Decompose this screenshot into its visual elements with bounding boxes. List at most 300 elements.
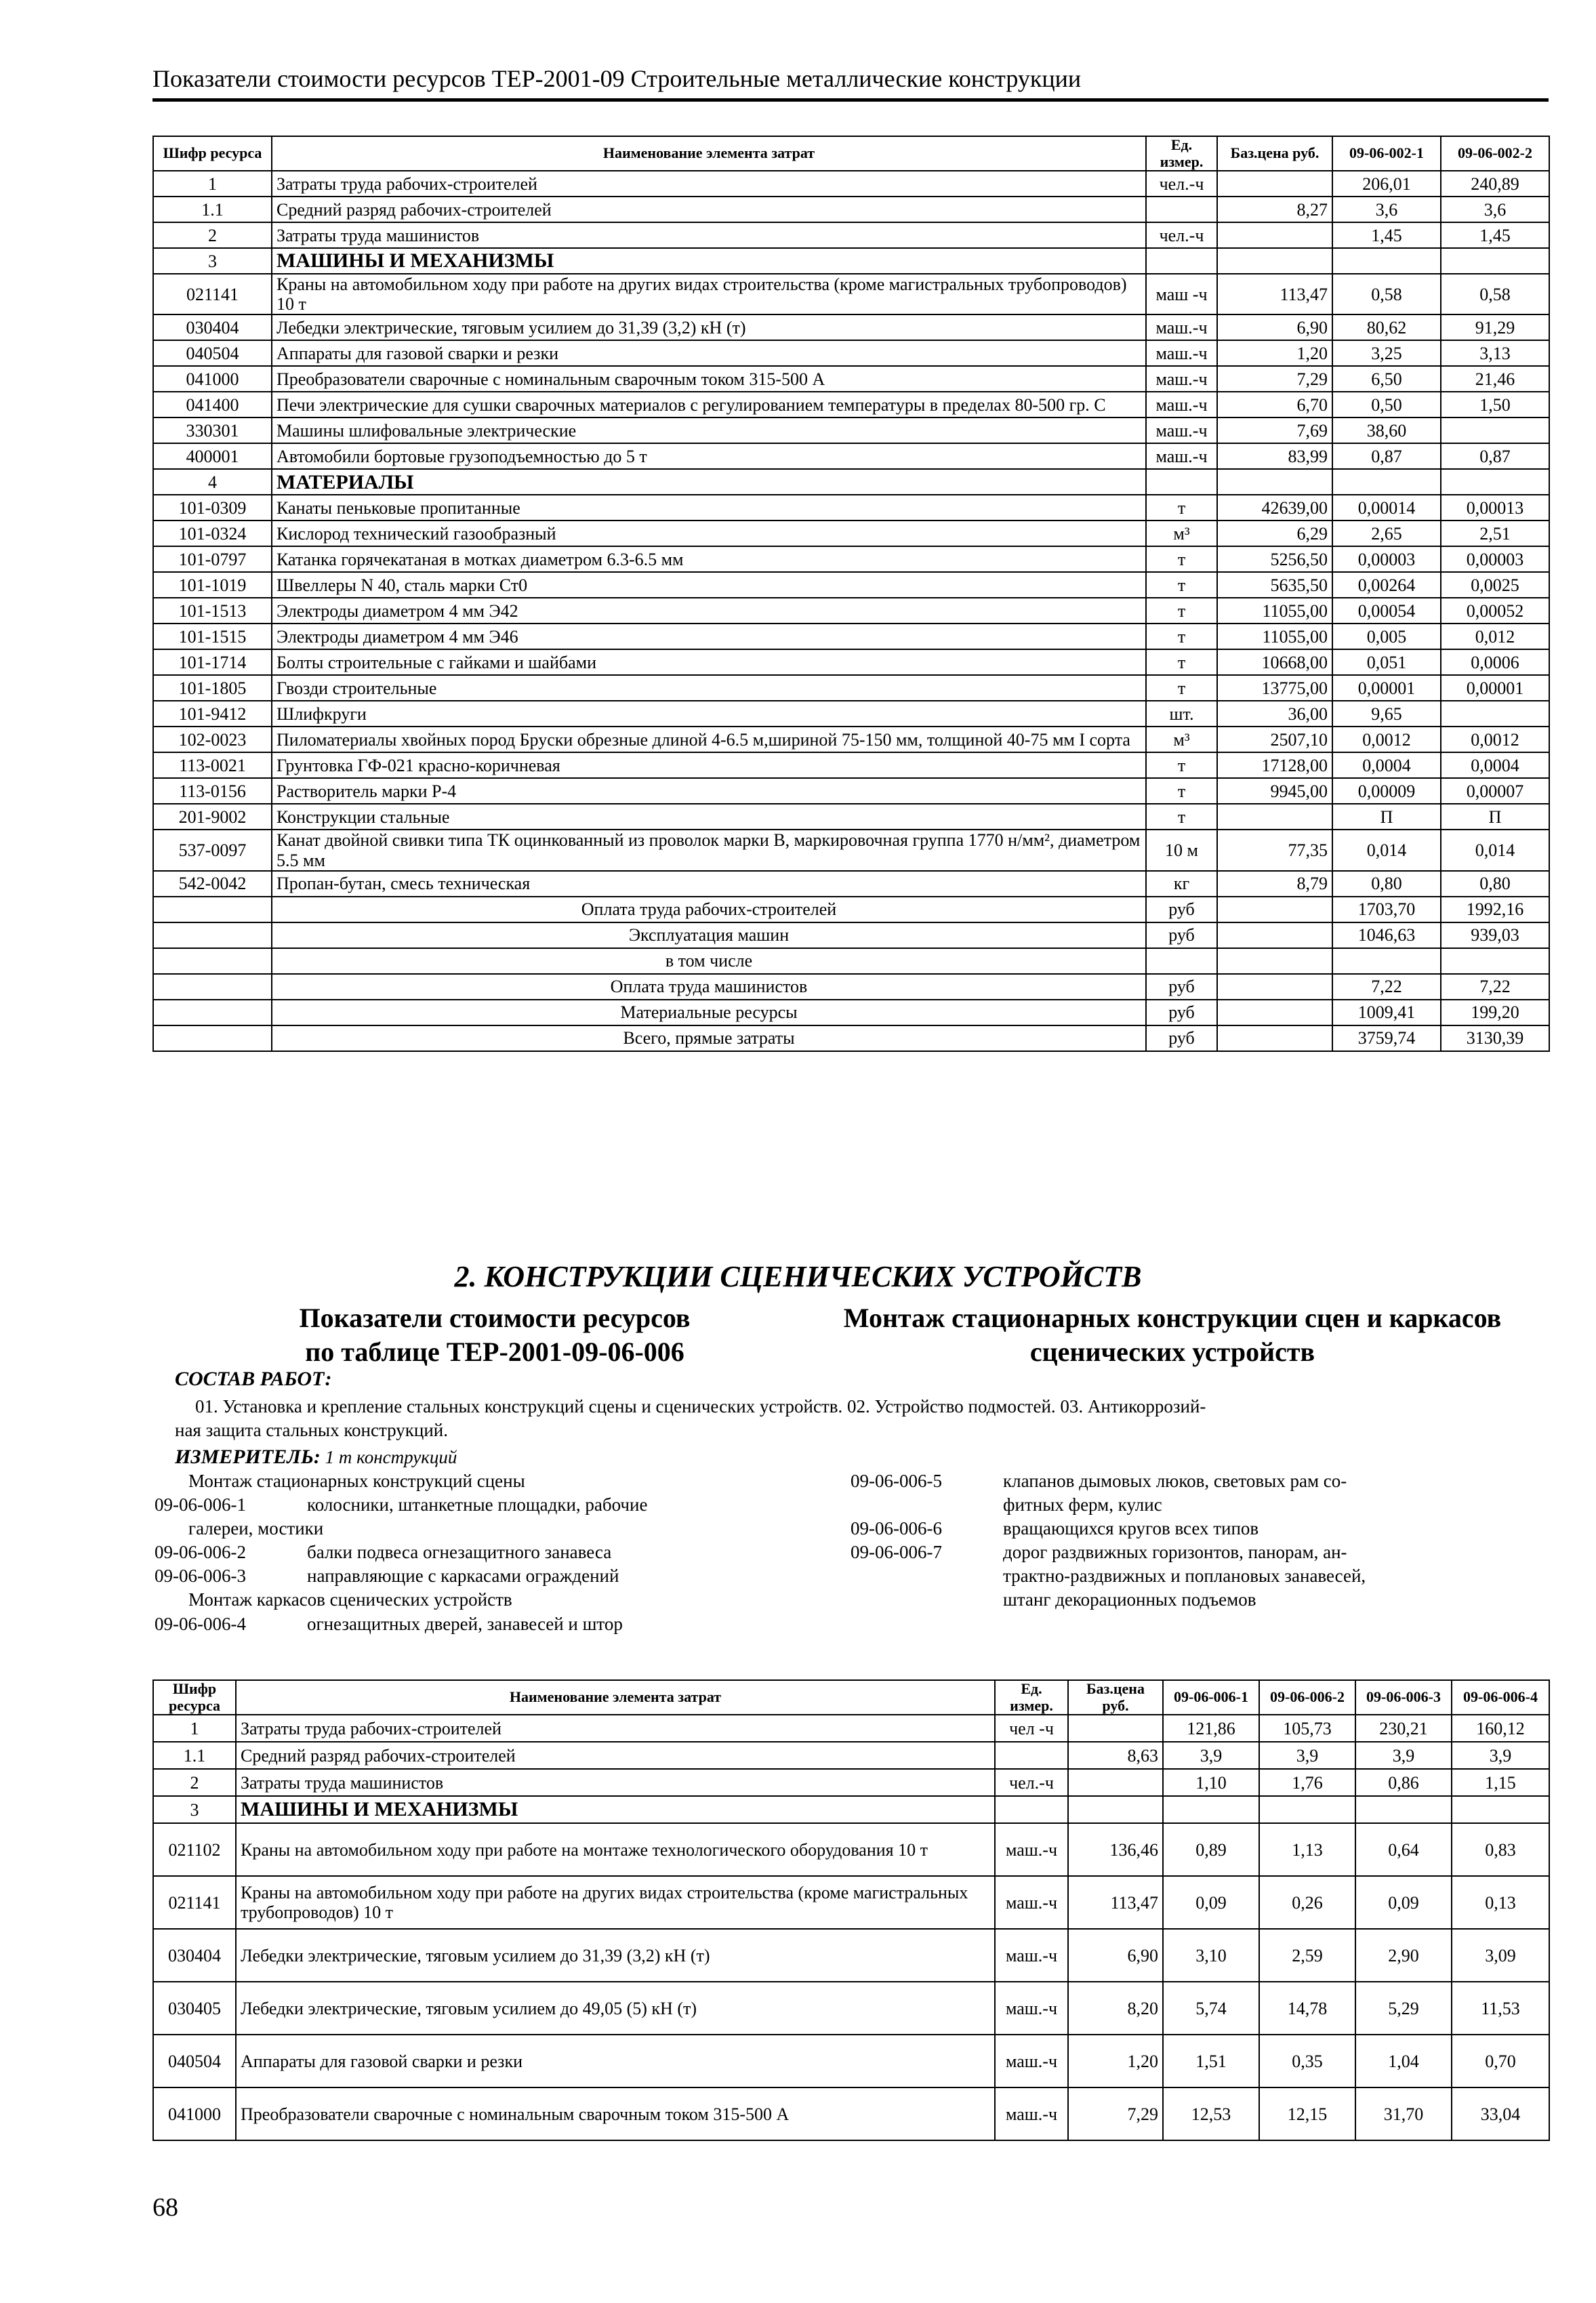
base-price: 1,20 bbox=[1068, 2035, 1163, 2087]
unit: руб bbox=[1146, 974, 1217, 1000]
base-price bbox=[1217, 222, 1332, 248]
unit: маш.-ч bbox=[995, 1982, 1068, 2035]
value-cell: 0,00001 bbox=[1332, 675, 1441, 701]
value-cell: 3,09 bbox=[1452, 1929, 1549, 1982]
base-price: 113,47 bbox=[1217, 274, 1332, 314]
variant-text: огнезащитных дверей, занавесей и штор bbox=[307, 1613, 623, 1634]
unit: руб bbox=[1146, 922, 1217, 948]
column-header: 09-06-002-1 bbox=[1332, 136, 1441, 171]
table-row bbox=[153, 572, 1549, 598]
value-cell: 121,86 bbox=[1163, 1715, 1259, 1742]
value-cell: П bbox=[1332, 804, 1441, 830]
unit: т bbox=[1146, 624, 1217, 649]
unit: маш.-ч bbox=[1146, 314, 1217, 340]
value-cell: 12,53 bbox=[1163, 2087, 1259, 2140]
value-cell: 2,59 bbox=[1259, 1929, 1355, 1982]
resource-code: 040504 bbox=[153, 340, 272, 366]
empty-cell bbox=[1217, 897, 1332, 922]
empty-cell bbox=[1217, 1000, 1332, 1025]
base-price: 7,29 bbox=[1068, 2087, 1163, 2140]
value-cell: 6,50 bbox=[1332, 366, 1441, 392]
variant-code: 09-06-006-3 bbox=[155, 1566, 246, 1587]
table-row bbox=[153, 624, 1549, 649]
base-price bbox=[1068, 1796, 1163, 1823]
resource-code: 101-1805 bbox=[153, 675, 272, 701]
value-cell: 21,46 bbox=[1441, 366, 1549, 392]
base-price bbox=[1217, 469, 1332, 495]
unit: шт. bbox=[1146, 701, 1217, 727]
value-cell: 12,15 bbox=[1259, 2087, 1355, 2140]
value-cell: 0,00003 bbox=[1441, 546, 1549, 572]
base-price: 8,20 bbox=[1068, 1982, 1163, 2035]
value-cell: 939,03 bbox=[1441, 922, 1549, 948]
value-cell: 0,64 bbox=[1355, 1823, 1452, 1876]
resource-name: Пропан-бутан, смесь техническая bbox=[272, 871, 1146, 897]
value-cell: 3,9 bbox=[1355, 1742, 1452, 1769]
value-cell: 0,80 bbox=[1441, 871, 1549, 897]
resource-name: Конструкции стальные bbox=[272, 804, 1146, 830]
value-cell: 1703,70 bbox=[1332, 897, 1441, 922]
empty-cell bbox=[1217, 922, 1332, 948]
unit: маш.-ч bbox=[995, 2087, 1068, 2140]
table-variants-left bbox=[155, 1469, 832, 1636]
unit: т bbox=[1146, 572, 1217, 598]
totals-row bbox=[153, 922, 1549, 948]
resource-code: 030404 bbox=[153, 314, 272, 340]
resource-code: 041400 bbox=[153, 392, 272, 417]
value-cell bbox=[1441, 469, 1549, 495]
value-cell: 3,10 bbox=[1163, 1929, 1259, 1982]
table-row bbox=[153, 197, 1549, 222]
table-row bbox=[153, 1823, 1549, 1876]
column-header: Баз.цена руб. bbox=[1068, 1680, 1163, 1715]
value-cell: 240,89 bbox=[1441, 171, 1549, 197]
unit: т bbox=[1146, 495, 1217, 521]
table-row bbox=[153, 1796, 1549, 1823]
unit: кг bbox=[1146, 871, 1217, 897]
resource-name: Преобразователи сварочные с номинальным сварочным током 315-500 А bbox=[272, 366, 1146, 392]
value-cell: 2,51 bbox=[1441, 521, 1549, 546]
resource-name: Лебедки электрические, тяговым усилием до 31,39 (3,2) кН (т) bbox=[272, 314, 1146, 340]
table-row bbox=[153, 1769, 1549, 1796]
table-row bbox=[153, 417, 1549, 443]
value-cell: 0,012 bbox=[1441, 624, 1549, 649]
value-cell: 3,9 bbox=[1259, 1742, 1355, 1769]
base-price: 13775,00 bbox=[1217, 675, 1332, 701]
value-cell: 160,12 bbox=[1452, 1715, 1549, 1742]
column-header: 09-06-006-3 bbox=[1355, 1680, 1452, 1715]
empty-cell bbox=[1217, 1025, 1332, 1051]
unit: маш.-ч bbox=[1146, 443, 1217, 469]
resource-name: Пиломатериалы хвойных пород Бруски обрезные длиной 4-6.5 м,шириной 75-150 мм, толщиной 40-75 мм I сорта bbox=[272, 727, 1146, 752]
resource-code: 4 bbox=[153, 469, 272, 495]
variant-text: направляющие с каркасами ограждений bbox=[307, 1566, 619, 1587]
table-row bbox=[153, 495, 1549, 521]
table-row bbox=[153, 248, 1549, 274]
totals-row bbox=[153, 897, 1549, 922]
value-cell: 1,10 bbox=[1163, 1769, 1259, 1796]
unit bbox=[995, 1742, 1068, 1769]
value-cell: 80,62 bbox=[1332, 314, 1441, 340]
table-row bbox=[153, 1742, 1549, 1769]
list-item bbox=[155, 1493, 832, 1517]
resource-name: Краны на автомобильном ходу при работе на монтаже технологического оборудования 10 т bbox=[236, 1823, 995, 1876]
empty-cell bbox=[1217, 948, 1332, 974]
value-cell: 0,09 bbox=[1355, 1876, 1452, 1929]
empty-cell bbox=[1217, 974, 1332, 1000]
value-cell: 3,13 bbox=[1441, 340, 1549, 366]
value-cell: 0,80 bbox=[1332, 871, 1441, 897]
list-item bbox=[155, 1541, 832, 1564]
value-cell: 0,005 bbox=[1332, 624, 1441, 649]
value-cell: 9,65 bbox=[1332, 701, 1441, 727]
value-cell bbox=[1332, 248, 1441, 274]
unit: т bbox=[1146, 546, 1217, 572]
resource-name: Автомобили бортовые грузоподъемностью до 5 т bbox=[272, 443, 1146, 469]
unit: руб bbox=[1146, 897, 1217, 922]
resource-code: 041000 bbox=[153, 366, 272, 392]
unit: т bbox=[1146, 804, 1217, 830]
resource-name: Преобразователи сварочные с номинальным сварочным током 315-500 А bbox=[236, 2087, 995, 2140]
variant-text: дорог раздвижных горизонтов, панорам, ан- bbox=[1003, 1542, 1347, 1563]
base-price: 11055,00 bbox=[1217, 598, 1332, 624]
column-header: 09-06-006-2 bbox=[1259, 1680, 1355, 1715]
list-item bbox=[155, 1612, 832, 1636]
value-cell: 0,89 bbox=[1163, 1823, 1259, 1876]
unit: руб bbox=[1146, 1000, 1217, 1025]
unit: чел.-ч bbox=[1146, 222, 1217, 248]
value-cell: 3130,39 bbox=[1441, 1025, 1549, 1051]
base-price bbox=[1217, 804, 1332, 830]
totals-name: Оплата труда рабочих-строителей bbox=[272, 897, 1146, 922]
resource-code: 102-0023 bbox=[153, 727, 272, 752]
column-header: Шифр ресурса bbox=[153, 136, 272, 171]
resource-name: Кислород технический газообразный bbox=[272, 521, 1146, 546]
base-price: 6,70 bbox=[1217, 392, 1332, 417]
table-row bbox=[153, 675, 1549, 701]
resource-code: 3 bbox=[153, 1796, 236, 1823]
value-cell: 14,78 bbox=[1259, 1982, 1355, 2035]
resource-table-2 bbox=[152, 1679, 1550, 2141]
variant-text: вращающихся кругов всех типов bbox=[1003, 1518, 1259, 1539]
table-row bbox=[153, 1876, 1549, 1929]
variant-text: трактно-раздвижных и поплановых занавесей, bbox=[1003, 1566, 1366, 1587]
table-subject-caption: Монтаж стационарных конструкции сцен и каркасов сценических устройств bbox=[843, 1303, 1502, 1367]
variant-code bbox=[155, 1588, 188, 1612]
base-price: 7,69 bbox=[1217, 417, 1332, 443]
value-cell: 0,58 bbox=[1441, 274, 1549, 314]
value-cell: 0,051 bbox=[1332, 649, 1441, 675]
value-cell: 0,00003 bbox=[1332, 546, 1441, 572]
unit bbox=[1146, 197, 1217, 222]
column-header: Наименование элемента затрат bbox=[236, 1680, 995, 1715]
resource-name: Швеллеры N 40, сталь марки Ст0 bbox=[272, 572, 1146, 598]
value-cell: 5,74 bbox=[1163, 1982, 1259, 2035]
base-price: 113,47 bbox=[1068, 1876, 1163, 1929]
list-item bbox=[155, 1564, 832, 1588]
resource-code: 101-1019 bbox=[153, 572, 272, 598]
table-row bbox=[153, 1982, 1549, 2035]
base-price bbox=[1217, 248, 1332, 274]
value-cell: 1,13 bbox=[1259, 1823, 1355, 1876]
resource-name: Затраты труда рабочих-строителей bbox=[272, 171, 1146, 197]
table-row bbox=[153, 443, 1549, 469]
table-row bbox=[153, 871, 1549, 897]
sostav-text: 01. Установка и крепление стальных конструкций сцены и сценических устройств. 02. Устройство подмостей. 03. Антикоррозий- ная защита стальных конструкций. bbox=[175, 1396, 1206, 1441]
unit: маш.-ч bbox=[1146, 340, 1217, 366]
unit: т bbox=[1146, 598, 1217, 624]
base-price: 8,63 bbox=[1068, 1742, 1163, 1769]
table-row bbox=[153, 469, 1549, 495]
sostav-label: СОСТАВ РАБОТ: bbox=[175, 1368, 332, 1390]
value-cell: 0,0025 bbox=[1441, 572, 1549, 598]
unit: руб bbox=[1146, 1025, 1217, 1051]
resource-table-1 bbox=[152, 136, 1550, 1052]
value-cell: 0,014 bbox=[1441, 830, 1549, 870]
value-cell: 1,15 bbox=[1452, 1769, 1549, 1796]
table-row bbox=[153, 521, 1549, 546]
table-row bbox=[153, 546, 1549, 572]
value-cell: 11,53 bbox=[1452, 1982, 1549, 2035]
unit: маш.-ч bbox=[1146, 366, 1217, 392]
table-row bbox=[153, 649, 1549, 675]
resource-code: 113-0021 bbox=[153, 752, 272, 778]
value-cell: 7,22 bbox=[1441, 974, 1549, 1000]
value-cell: 230,21 bbox=[1355, 1715, 1452, 1742]
page-header: Показатели стоимости ресурсов ТЕР-2001-09 Строительные металлические конструкции bbox=[152, 64, 1549, 102]
value-cell: 1046,63 bbox=[1332, 922, 1441, 948]
resource-code: 1.1 bbox=[153, 1742, 236, 1769]
base-price: 8,79 bbox=[1217, 871, 1332, 897]
variant-text: клапанов дымовых люков, световых рам со- bbox=[1003, 1471, 1347, 1491]
unit: маш.-ч bbox=[1146, 392, 1217, 417]
base-price: 17128,00 bbox=[1217, 752, 1332, 778]
resource-code: 021102 bbox=[153, 1823, 236, 1876]
resource-code: 101-0309 bbox=[153, 495, 272, 521]
table-row bbox=[153, 701, 1549, 727]
variant-code: 09-06-006-2 bbox=[155, 1542, 246, 1563]
unit bbox=[1146, 948, 1217, 974]
resource-code: 101-1714 bbox=[153, 649, 272, 675]
value-cell: 1009,41 bbox=[1332, 1000, 1441, 1025]
value-cell: 0,0004 bbox=[1332, 752, 1441, 778]
table-row bbox=[153, 778, 1549, 804]
value-cell bbox=[1452, 1796, 1549, 1823]
variant-code bbox=[155, 1517, 188, 1541]
resource-name: Печи электрические для сушки сварочных материалов с регулированием температуры в пределах 80-500 гр. С bbox=[272, 392, 1146, 417]
value-cell: 2,65 bbox=[1332, 521, 1441, 546]
variant-text: Монтаж каркасов сценических устройств bbox=[188, 1589, 512, 1610]
section-title: 2. КОНСТРУКЦИИ СЦЕНИЧЕСКИХ УСТРОЙСТВ bbox=[454, 1260, 1142, 1293]
resource-name: Шлифкруги bbox=[272, 701, 1146, 727]
resource-name: Краны на автомобильном ходу при работе на других видах строительства (кроме магистральных трубопроводов) 10 т bbox=[272, 274, 1146, 314]
resource-name: Машины шлифовальные электрические bbox=[272, 417, 1146, 443]
value-cell bbox=[1441, 417, 1549, 443]
base-price: 42639,00 bbox=[1217, 495, 1332, 521]
variant-text: фитных ферм, кулис bbox=[1003, 1494, 1162, 1515]
value-cell: П bbox=[1441, 804, 1549, 830]
value-cell: 0,00001 bbox=[1441, 675, 1549, 701]
unit: чел -ч bbox=[995, 1715, 1068, 1742]
column-header: Ед. измер. bbox=[995, 1680, 1068, 1715]
column-header: Ед. измер. bbox=[1146, 136, 1217, 171]
resource-code: 2 bbox=[153, 222, 272, 248]
value-cell bbox=[1441, 701, 1549, 727]
resource-code: 040504 bbox=[153, 2035, 236, 2087]
value-cell: 3,25 bbox=[1332, 340, 1441, 366]
unit: маш.-ч bbox=[995, 1823, 1068, 1876]
value-cell: 33,04 bbox=[1452, 2087, 1549, 2140]
resource-code: 201-9002 bbox=[153, 804, 272, 830]
base-price bbox=[1068, 1715, 1163, 1742]
base-price: 36,00 bbox=[1217, 701, 1332, 727]
value-cell: 1,04 bbox=[1355, 2035, 1452, 2087]
value-cell: 0,26 bbox=[1259, 1876, 1355, 1929]
unit bbox=[995, 1796, 1068, 1823]
value-cell: 0,00007 bbox=[1441, 778, 1549, 804]
totals-name: Оплата труда машинистов bbox=[272, 974, 1146, 1000]
resource-name: Канаты пеньковые пропитанные bbox=[272, 495, 1146, 521]
value-cell: 1,50 bbox=[1441, 392, 1549, 417]
resource-name: Краны на автомобильном ходу при работе на других видах строительства (кроме магистральных трубопроводов) 10 т bbox=[236, 1876, 995, 1929]
resource-code: 101-0797 bbox=[153, 546, 272, 572]
resource-name: Электроды диаметром 4 мм Э42 bbox=[272, 598, 1146, 624]
value-cell: 105,73 bbox=[1259, 1715, 1355, 1742]
list-item bbox=[851, 1541, 1528, 1564]
column-header: 09-06-006-1 bbox=[1163, 1680, 1259, 1715]
variant-code bbox=[155, 1469, 188, 1493]
resource-code: 021141 bbox=[153, 1876, 236, 1929]
value-cell: 31,70 bbox=[1355, 2087, 1452, 2140]
variant-text: штанг декорационных подъемов bbox=[1003, 1589, 1256, 1610]
empty-cell bbox=[153, 948, 272, 974]
unit: маш.-ч bbox=[995, 1929, 1068, 1982]
value-cell: 1,45 bbox=[1441, 222, 1549, 248]
variant-text: колосники, штанкетные площадки, рабочие bbox=[307, 1494, 648, 1515]
value-cell: 0,58 bbox=[1332, 274, 1441, 314]
unit bbox=[1146, 469, 1217, 495]
table-row bbox=[153, 804, 1549, 830]
resource-name: Средний разряд рабочих-строителей bbox=[272, 197, 1146, 222]
base-price: 10668,00 bbox=[1217, 649, 1332, 675]
resource-name: Гвозди строительные bbox=[272, 675, 1146, 701]
value-cell: 0,0012 bbox=[1441, 727, 1549, 752]
resource-code: 101-9412 bbox=[153, 701, 272, 727]
value-cell: 7,22 bbox=[1332, 974, 1441, 1000]
table-variants-right bbox=[851, 1469, 1528, 1612]
totals-name: в том числе bbox=[272, 948, 1146, 974]
resource-code: 101-0324 bbox=[153, 521, 272, 546]
variant-code bbox=[851, 1493, 1003, 1517]
resource-name: Лебедки электрические, тяговым усилием до 49,05 (5) кН (т) bbox=[236, 1982, 995, 2035]
variant-code: 09-06-006-1 bbox=[155, 1494, 246, 1515]
resource-code: 101-1515 bbox=[153, 624, 272, 649]
table-row bbox=[153, 598, 1549, 624]
table-row bbox=[153, 727, 1549, 752]
base-price bbox=[1217, 171, 1332, 197]
totals-row bbox=[153, 1025, 1549, 1051]
base-price: 1,20 bbox=[1217, 340, 1332, 366]
resource-name: Затраты труда рабочих-строителей bbox=[236, 1715, 995, 1742]
value-cell: 1,76 bbox=[1259, 1769, 1355, 1796]
resource-code: 542-0042 bbox=[153, 871, 272, 897]
base-price: 9945,00 bbox=[1217, 778, 1332, 804]
totals-name: Материальные ресурсы bbox=[272, 1000, 1146, 1025]
resource-code: 030404 bbox=[153, 1929, 236, 1982]
empty-cell bbox=[153, 897, 272, 922]
resource-code: 113-0156 bbox=[153, 778, 272, 804]
value-cell: 0,70 bbox=[1452, 2035, 1549, 2087]
value-cell: 199,20 bbox=[1441, 1000, 1549, 1025]
unit: т bbox=[1146, 675, 1217, 701]
list-item bbox=[155, 1469, 832, 1493]
resource-name: Болты строительные с гайками и шайбами bbox=[272, 649, 1146, 675]
base-price: 6,90 bbox=[1068, 1929, 1163, 1982]
value-cell: 0,00264 bbox=[1332, 572, 1441, 598]
resource-name: МАШИНЫ И МЕХАНИЗМЫ bbox=[236, 1796, 995, 1823]
unit: чел.-ч bbox=[1146, 171, 1217, 197]
table-row bbox=[153, 1929, 1549, 1982]
variant-code: 09-06-006-4 bbox=[155, 1613, 246, 1634]
value-cell: 0,87 bbox=[1332, 443, 1441, 469]
value-cell: 0,014 bbox=[1332, 830, 1441, 870]
resource-name: Растворитель марки Р-4 bbox=[272, 778, 1146, 804]
list-item bbox=[851, 1469, 1528, 1493]
value-cell: 0,00054 bbox=[1332, 598, 1441, 624]
totals-row bbox=[153, 948, 1549, 974]
resource-code: 400001 bbox=[153, 443, 272, 469]
izmer-line: ИЗМЕРИТЕЛЬ: 1 т конструкций bbox=[175, 1446, 457, 1468]
column-header: 09-06-006-4 bbox=[1452, 1680, 1549, 1715]
value-cell: 0,00052 bbox=[1441, 598, 1549, 624]
value-cell: 3,6 bbox=[1332, 197, 1441, 222]
base-price: 77,35 bbox=[1217, 830, 1332, 870]
base-price: 11055,00 bbox=[1217, 624, 1332, 649]
list-item bbox=[851, 1493, 1528, 1517]
base-price: 2507,10 bbox=[1217, 727, 1332, 752]
unit: маш.-ч bbox=[995, 2035, 1068, 2087]
base-price: 6,90 bbox=[1217, 314, 1332, 340]
value-cell: 3,6 bbox=[1441, 197, 1549, 222]
table-row bbox=[153, 2087, 1549, 2140]
value-cell bbox=[1332, 469, 1441, 495]
list-item bbox=[155, 1588, 832, 1612]
resource-code: 2 bbox=[153, 1769, 236, 1796]
variant-text: галереи, мостики bbox=[188, 1518, 324, 1539]
base-price: 5256,50 bbox=[1217, 546, 1332, 572]
unit bbox=[1146, 248, 1217, 274]
column-header: Баз.цена руб. bbox=[1217, 136, 1332, 171]
base-price: 8,27 bbox=[1217, 197, 1332, 222]
base-price: 136,46 bbox=[1068, 1823, 1163, 1876]
table-row bbox=[153, 2035, 1549, 2087]
value-cell: 0,35 bbox=[1259, 2035, 1355, 2087]
value-cell: 0,00009 bbox=[1332, 778, 1441, 804]
list-item bbox=[851, 1564, 1528, 1588]
variant-text: Монтаж стационарных конструкций сцены bbox=[188, 1471, 525, 1491]
resource-name: Средний разряд рабочих-строителей bbox=[236, 1742, 995, 1769]
table-row bbox=[153, 171, 1549, 197]
column-header: 09-06-002-2 bbox=[1441, 136, 1549, 171]
column-header: Шифр ресурса bbox=[153, 1680, 236, 1715]
resource-name: Затраты труда машинистов bbox=[236, 1769, 995, 1796]
resource-code: 3 bbox=[153, 248, 272, 274]
base-price: 83,99 bbox=[1217, 443, 1332, 469]
value-cell: 1992,16 bbox=[1441, 897, 1549, 922]
unit: чел.-ч bbox=[995, 1769, 1068, 1796]
table-row bbox=[153, 366, 1549, 392]
value-cell: 0,83 bbox=[1452, 1823, 1549, 1876]
